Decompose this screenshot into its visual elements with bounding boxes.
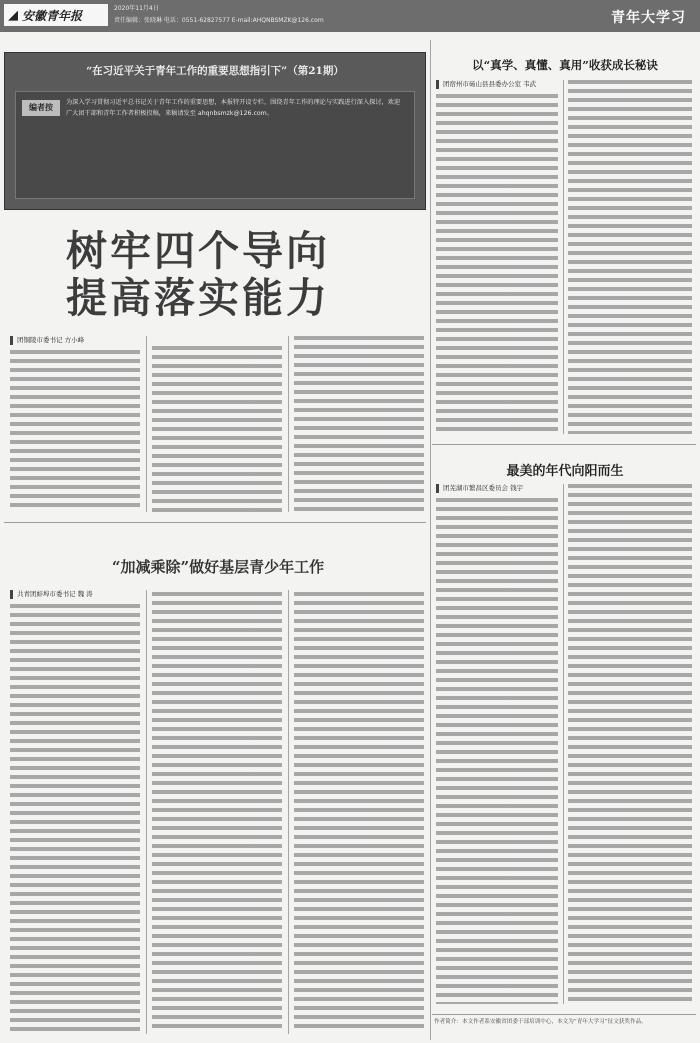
author-footnote: 作者简介：本文作者系安徽省团委干部培训中心，本文为“青年大学习”征文获奖作品。	[434, 1019, 647, 1025]
article2-body-col2	[152, 592, 282, 1032]
section-divider	[432, 444, 696, 445]
right-article2-title: 最美的年代向阳而生	[506, 464, 624, 479]
issue-date: 2020年11月4日	[114, 5, 159, 12]
section-name: 青年大学习	[611, 10, 686, 26]
column-divider	[288, 336, 289, 512]
editor-note-tag: 编者按	[22, 100, 60, 116]
article2-body-col3	[294, 592, 424, 1032]
article1-byline: 团铜陵市委书记 方小峰	[10, 336, 84, 345]
headline-line-2: 提高落实能力	[66, 274, 330, 322]
column-divider	[146, 590, 147, 1034]
article1-headline	[66, 228, 366, 322]
section-divider	[4, 522, 426, 523]
editor-note-text: 为深入学习贯彻习近平总书记关于青年工作的重要思想，本报特开设专栏，围绕青年工作的理论与实践进行深入探讨，欢迎广大团干部和青年工作者积极投稿，来稿请发至 ahqnbsmzk@126.com。	[66, 99, 401, 117]
series-title: “在习近平关于青年工作的重要思想指引下”（第21期）	[86, 65, 344, 77]
logo-text: 安徽青年报	[22, 8, 83, 23]
right-article1-col1	[436, 94, 558, 434]
column-divider	[288, 590, 289, 1034]
headline-line-1: 树牢四个导向	[66, 227, 330, 275]
right-article2-col2	[568, 484, 692, 1004]
logo-icon: ◢	[8, 7, 18, 23]
article1-body-col1	[10, 350, 140, 512]
right-article1-title: 以“真学、真懂、真用”收获成长秘诀	[472, 58, 658, 72]
article2-byline: 共青团蚌埠市委书记 魏 涛	[10, 590, 93, 599]
column-divider	[146, 336, 147, 512]
right-article2-col1	[436, 498, 558, 1004]
article1-body-col3	[294, 336, 424, 512]
editor-contact: 责任编辑：张晓琳 电话：0551-62827577 E-mail:AHQNBSMZK@126.com	[114, 17, 324, 24]
editor-note-box	[15, 91, 415, 199]
column-divider	[563, 80, 564, 434]
article2-headline: “加减乘除”做好基层青少年工作	[111, 558, 325, 576]
right-article1-col2	[568, 80, 692, 434]
column-divider	[563, 484, 564, 1004]
right-article2-byline: 团芜湖市繁昌区委员会 钱宇	[436, 484, 523, 493]
right-article1-byline: 团宿州市砀山县县委办公室 韦武	[436, 80, 536, 89]
newspaper-logo	[4, 4, 108, 26]
page-column-divider	[430, 40, 431, 1040]
article1-body-col2	[152, 346, 282, 512]
article2-body-col1	[10, 604, 140, 1032]
series-banner	[4, 52, 426, 210]
masthead	[0, 0, 700, 32]
